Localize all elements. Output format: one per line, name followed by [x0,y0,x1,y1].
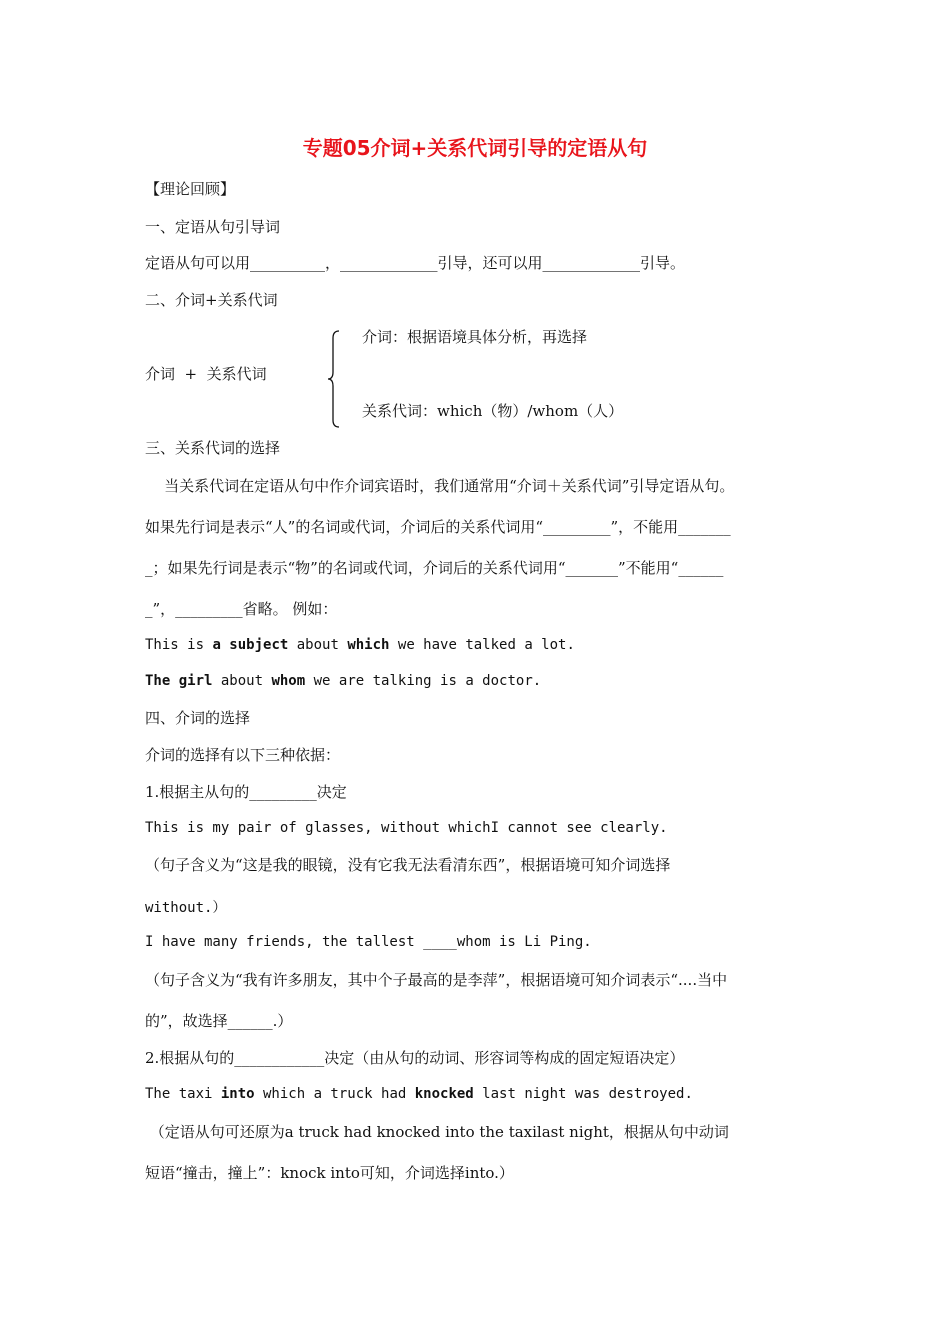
page-title: 专题05介词+关系代词引导的定语从句 [302,136,648,160]
paragraph-line-2: 如果先行词是表示“人”的名词或代词，介词后的关系代词用“_________”，不能用_______ [145,518,731,536]
bold-run: a subject [212,637,289,653]
rule-1: 1.根据主从句的_________决定 [145,783,347,801]
paragraph-line-4: _”，_________省略。 例如： [145,600,338,618]
bold-run: whom [271,673,306,689]
example-sentence-2 [145,673,541,689]
bold-run: into [220,1086,255,1102]
brace-icon [327,330,341,428]
text-run: about [212,673,272,689]
section-heading-1: 一、定语从句引导词 [145,218,281,236]
section-heading-3: 三、关系代词的选择 [145,439,281,457]
section-heading-4: 四、介词的选择 [145,709,251,727]
note-2-line-2: 的”，故选择______.） [145,1012,293,1030]
rule-2: 2.根据从句的____________决定（由从句的动词、形容词等构成的固定短语决定） [145,1049,685,1067]
example-sentence-5 [145,1086,693,1102]
text-run: This is [145,637,213,653]
text-run: we have talked a lot. [389,637,575,653]
intro-line: 介词的选择有以下三种依据： [145,746,341,764]
bold-run: which [347,637,390,653]
text-run: we are talking is a doctor. [305,673,542,689]
text-run: which a truck had [254,1086,415,1102]
text-run: about [288,637,348,653]
note-1-line-1: （句子含义为“这是我的眼镜，没有它我无法看清东西”，根据语境可知介词选择 [145,856,671,874]
bold-run: knocked [414,1086,474,1102]
paragraph-line-3: _；如果先行词是表示“物”的名词或代词，介词后的关系代词用“_______”不能用“______ [145,559,724,577]
example-sentence-3: This is my pair of glasses, without whichI cannot see clearly. [145,820,668,836]
section-review: 【理论回顾】 [145,180,236,198]
text-run: The taxi [145,1086,221,1102]
text-run: last night was destroyed. [473,1086,693,1102]
section-heading-2: 二、介词+关系代词 [145,291,278,309]
formula: 介词 + 关系代词 [145,365,267,383]
fill-in-line-1: 定语从句可以用__________，_____________引导，还可以用_____________引导。 [145,254,686,272]
relative-pronoun-note: 关系代词：which（物）/whom（人） [362,402,624,420]
paragraph-line-1: 当关系代词在定语从句中作介词宾语时，我们通常用“介词＋关系代词”引导定语从句。 [145,477,735,495]
example-sentence-4: I have many friends, the tallest ____whom is Li Ping. [145,934,592,950]
bold-run: The girl [145,673,213,689]
note-3-line-2: 短语“撞击，撞上”：knock into可知，介词选择into.） [145,1164,514,1182]
preposition-note: 介词：根据语境具体分析，再选择 [362,328,588,346]
note-2-line-1: （句子含义为“我有许多朋友，其中个子最高的是李萍”，根据语境可知介词表示“....当中 [145,971,728,989]
note-3-line-1: （定语从句可还原为a truck had knocked into the taxilast night，根据从句中动词 [145,1123,729,1141]
example-sentence-1 [145,637,575,653]
note-1-line-2: without.） [145,900,227,916]
